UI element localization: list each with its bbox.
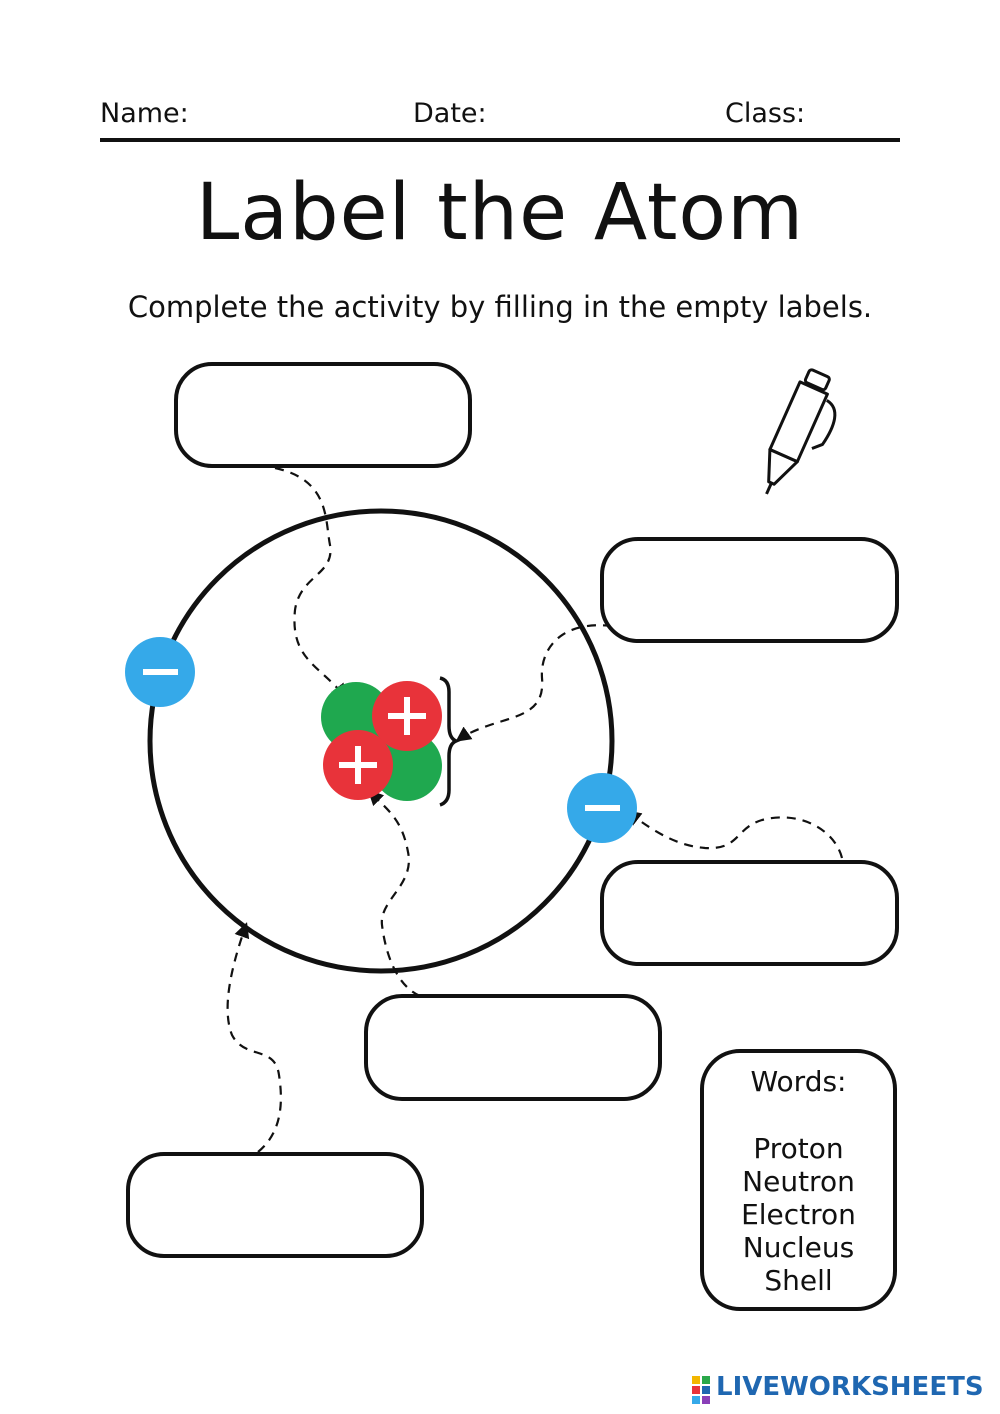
liveworksheets-logo-icon: [692, 1376, 712, 1404]
minus-icon: [585, 805, 620, 811]
arrow-bottom-left: [228, 925, 281, 1152]
electron-right: [567, 773, 637, 843]
word-list: [704, 1132, 893, 1297]
label-box-right-top[interactable]: [600, 537, 899, 643]
word-bank-title: Words:: [750, 1065, 847, 1098]
footer-brand: [692, 1372, 992, 1408]
word-item: Proton: [753, 1132, 844, 1165]
nucleus: [321, 678, 456, 805]
word-item: Nucleus: [742, 1231, 855, 1264]
class-label: Class:: [725, 98, 806, 129]
nucleus-bracket-icon: [440, 678, 456, 805]
date-label: Date:: [413, 98, 487, 129]
label-box-right-bottom[interactable]: [600, 860, 899, 966]
label-input[interactable]: [604, 541, 899, 641]
label-input[interactable]: [368, 998, 662, 1099]
instruction-text: Complete the activity by filling in the empty labels.: [127, 290, 873, 324]
word-item: Shell: [764, 1264, 833, 1297]
arrow-center-bottom: [370, 792, 420, 996]
word-item: Electron: [741, 1198, 856, 1231]
label-box-top-left[interactable]: [174, 362, 472, 468]
pen-icon: [753, 367, 850, 507]
label-input[interactable]: [178, 366, 472, 466]
label-input[interactable]: [604, 864, 899, 964]
label-input[interactable]: [130, 1156, 424, 1256]
page-title: Label the Atom: [195, 168, 805, 258]
word-bank: [700, 1049, 897, 1311]
word-item: Neutron: [742, 1165, 855, 1198]
arrow-top-left: [275, 468, 345, 697]
electron-left: [125, 637, 195, 707]
label-box-center-bottom[interactable]: [364, 994, 662, 1101]
name-label: Name:: [100, 98, 189, 129]
arrow-right-bottom: [628, 812, 842, 858]
brand-text: LIVEWORKSHEETS: [716, 1372, 984, 1402]
minus-icon: [143, 669, 178, 675]
label-box-bottom-left[interactable]: [126, 1152, 424, 1258]
